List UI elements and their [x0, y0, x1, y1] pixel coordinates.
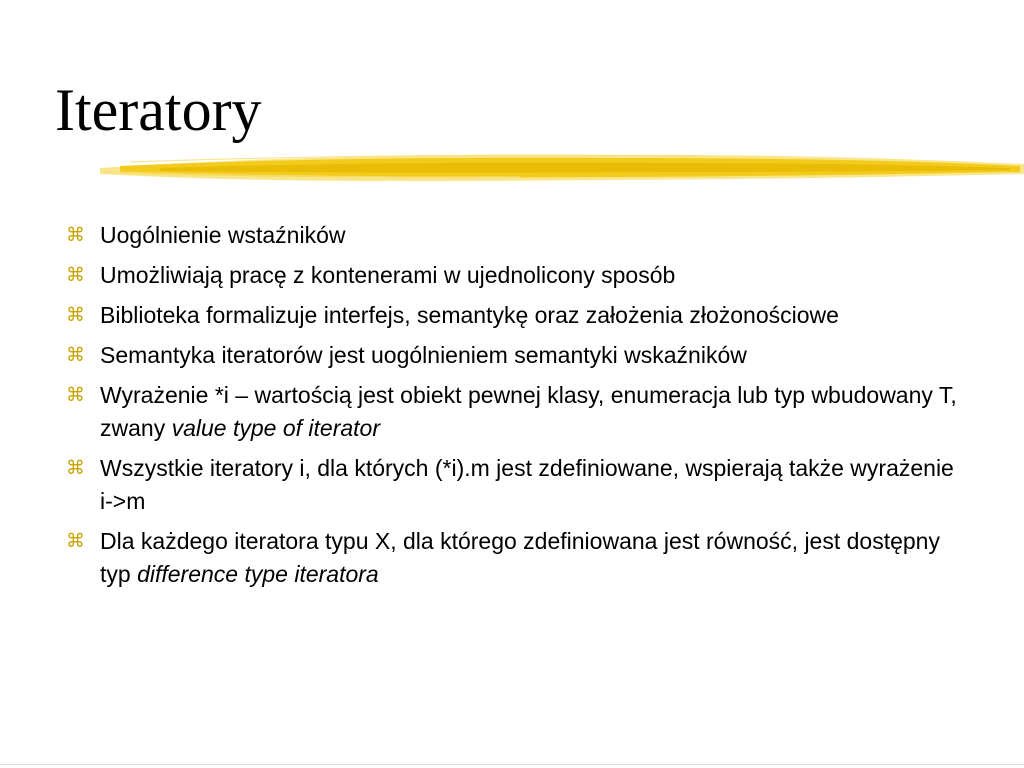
list-item: [66, 219, 966, 252]
command-key-icon: ⌘: [66, 345, 85, 366]
list-item: [66, 452, 966, 518]
list-item: [66, 339, 966, 372]
item-text: Dla każdego iteratora typu X, dla którego zdefiniowana jest równość, jest dostępny typ difference type iteratora: [100, 528, 940, 587]
item-text: Biblioteka formalizuje interfejs, semantykę oraz założenia złożonościowe: [100, 302, 839, 328]
list-item: [66, 379, 966, 445]
list-item: [66, 299, 966, 332]
list-item: [66, 525, 966, 591]
command-key-icon: ⌘: [66, 225, 85, 246]
title-underline-brush: [100, 148, 1024, 188]
command-key-icon: ⌘: [66, 458, 85, 479]
command-key-icon: ⌘: [66, 531, 85, 552]
command-key-icon: ⌘: [66, 305, 85, 326]
command-key-icon: ⌘: [66, 265, 85, 286]
item-text: Uogólnienie wstaźników: [100, 222, 346, 248]
list-item: [66, 259, 966, 292]
item-text: Umożliwiają pracę z kontenerami w ujednolicony sposób: [100, 262, 676, 288]
item-text: Wyrażenie *i – wartością jest obiekt pewnej klasy, enumeracja lub typ wbudowany T, zwany value type of iterator: [100, 382, 957, 441]
slide-title: Iteratory: [55, 77, 262, 143]
command-key-icon: ⌘: [66, 385, 85, 406]
bullet-list: [66, 219, 966, 598]
item-text: Semantyka iteratorów jest uogólnieniem semantyki wskaźników: [100, 342, 747, 368]
item-text: Wszystkie iteratory i, dla których (*i).m jest zdefiniowane, wspierają także wyrażenie i->m: [100, 455, 954, 514]
bottom-divider: [0, 764, 1024, 765]
